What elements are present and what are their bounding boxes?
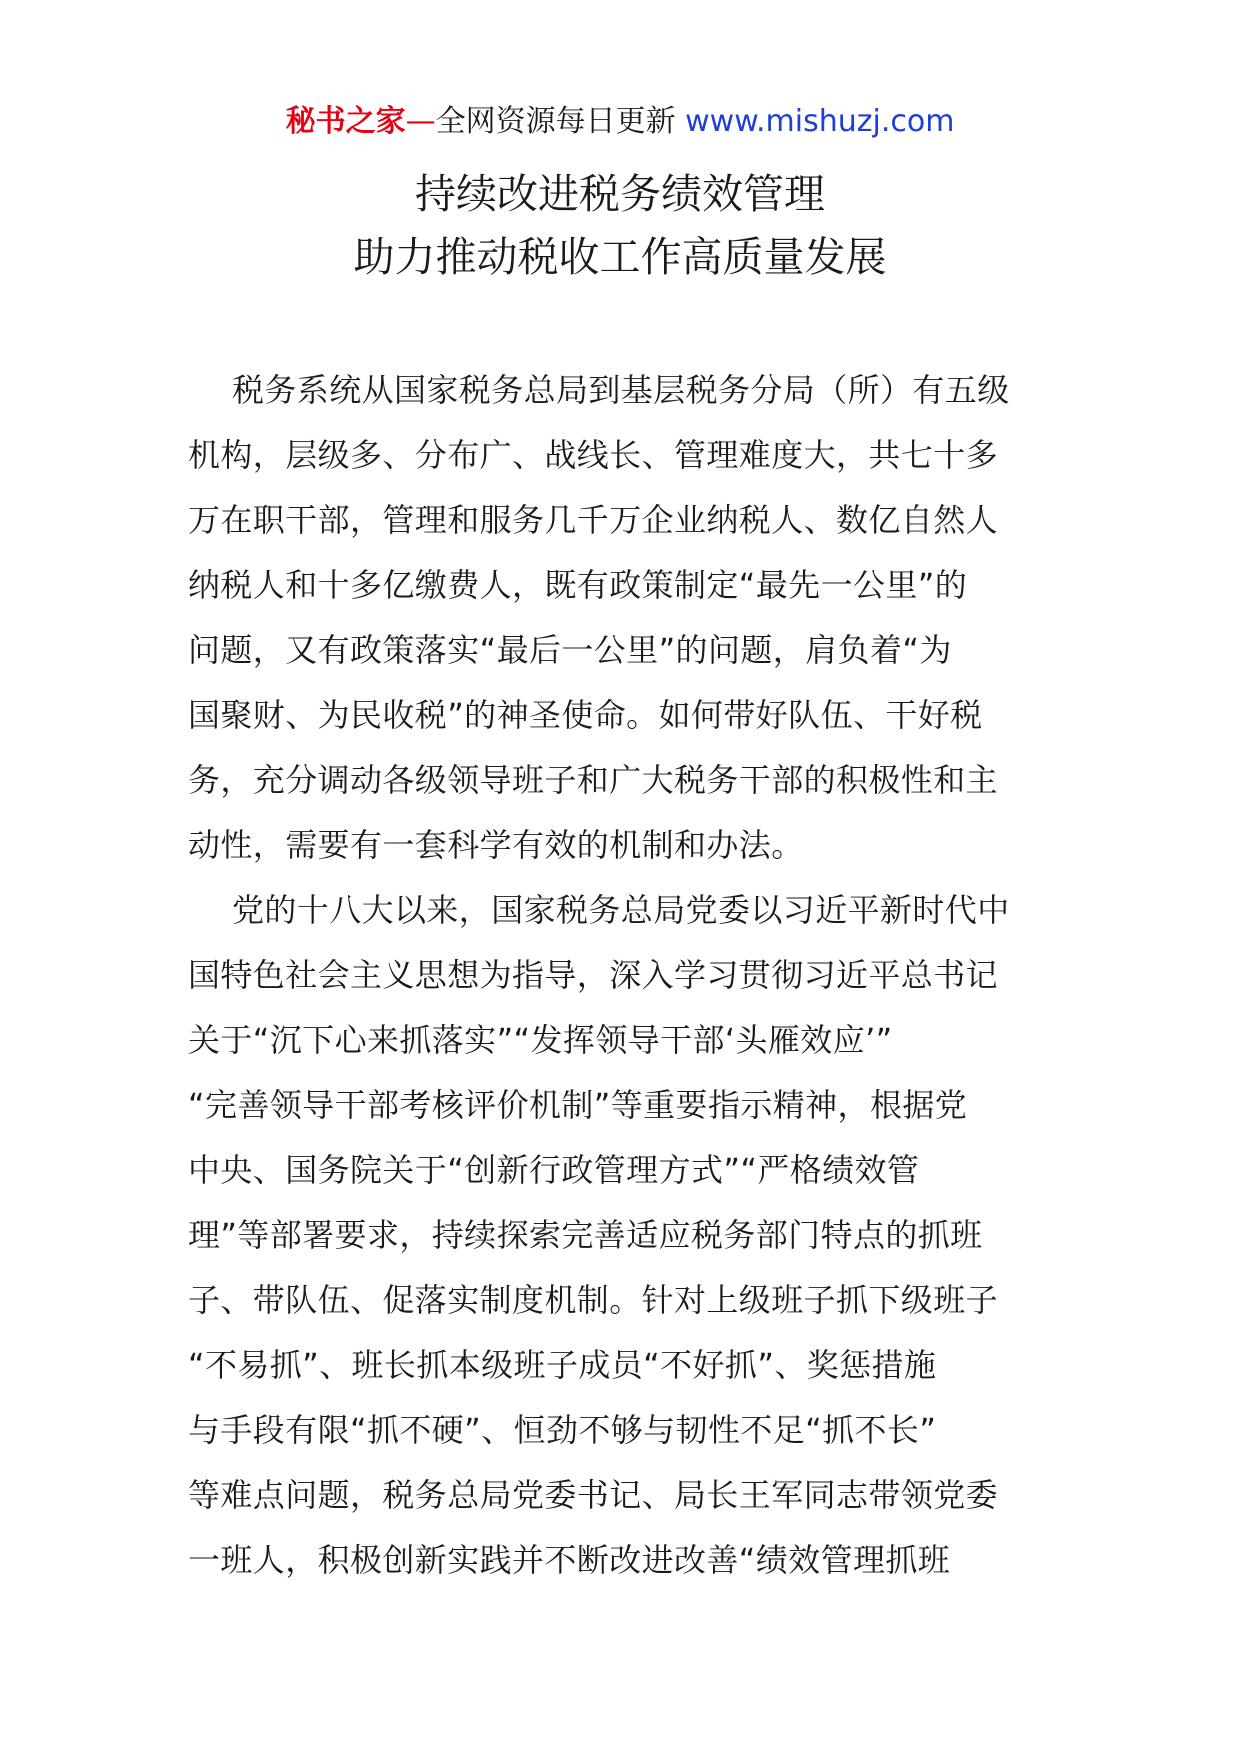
text-line: 一班人，积极创新实践并不断改进改善“绩效管理抓班 <box>188 1541 951 1579</box>
text-line: “完善领导干部考核评价机制”等重要指示精神，根据党 <box>188 1086 968 1124</box>
text-line: 动性，需要有一套科学有效的机制和办法。 <box>188 826 804 864</box>
text-line: 万在职干部，管理和服务几千万企业纳税人、数亿自然人 <box>188 501 999 539</box>
text-line: “不易抓”、班长抓本级班子成员“不好抓”、奖惩措施 <box>188 1346 937 1384</box>
text-line: 税务系统从国家税务总局到基层税务分局（所）有五级 <box>232 371 1010 409</box>
text-line: 机构，层级多、分布广、战线长、管理难度大，共七十多 <box>188 436 999 474</box>
site-url-link[interactable]: www.mishuzj.com <box>685 104 955 139</box>
text-line: 纳税人和十多亿缴费人，既有政策制定“最先一公里”的 <box>188 566 968 604</box>
text-line: 国特色社会主义思想为指导，深入学习贯彻习近平总书记 <box>188 956 999 994</box>
text-line: 等难点问题，税务总局党委书记、局长王军同志带领党委 <box>188 1476 999 1514</box>
document-body <box>188 358 1036 1593</box>
text-line: 问题，又有政策落实“最后一公里”的问题，肩负着“为 <box>188 631 952 669</box>
paragraph-2 <box>188 878 1036 1593</box>
text-line: 与手段有限“抓不硬”、恒劲不够与韧性不足“抓不长” <box>188 1411 937 1449</box>
text-line: 务，充分调动各级领导班子和广大税务干部的积极性和主 <box>188 761 999 799</box>
text-line: 中央、国务院关于“创新行政管理方式”“严格绩效管 <box>188 1151 920 1189</box>
document-title-line-2: 助力推动税收工作高质量发展 <box>353 233 887 281</box>
text-line: 关于“沉下心来抓落实”“发挥领导干部‘头雁效应’” <box>188 1021 893 1059</box>
site-name: 秘书之家 <box>285 104 406 139</box>
text-line: 理”等部署要求，持续探索完善适应税务部门特点的抓班 <box>188 1216 983 1254</box>
paragraph-1 <box>188 358 1036 878</box>
text-line: 党的十八大以来，国家税务总局党委以习近平新时代中 <box>232 891 1010 929</box>
text-line: 国聚财、为民收税”的神圣使命。如何带好队伍、干好税 <box>188 696 983 734</box>
header-dash: — <box>405 104 436 139</box>
document-title-line-1: 持续改进税务绩效管理 <box>415 170 825 218</box>
site-slogan: 全网资源每日更新 <box>435 104 676 139</box>
text-line: 子、带队伍、促落实制度机制。针对上级班子抓下级班子 <box>188 1281 999 1319</box>
site-header <box>0 100 1240 144</box>
